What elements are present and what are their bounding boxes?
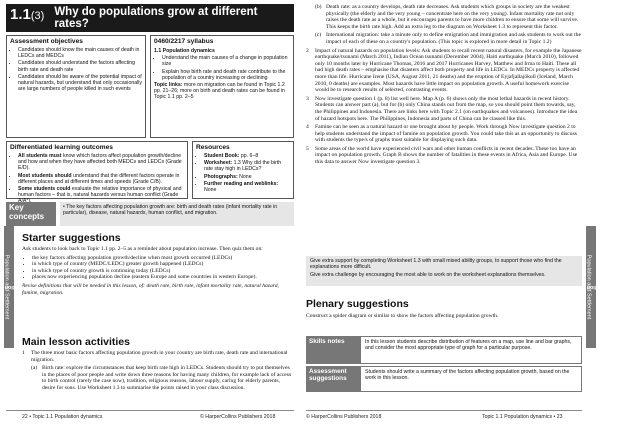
plenary-text: Construct a spider diagram or similar to show the factors affecting population growth. xyxy=(306,313,499,319)
plenary-heading: Plenary suggestions xyxy=(306,298,409,310)
step-item: 4 Famine can be seen as a natural hazard or one brought about by people. Work through Now investigate question 2 to help students understand the impact of famine on population growth. You could take this as an opportunity to discuss with students the type/s of graphs most suitable for displaying such data. xyxy=(306,124,577,144)
syllabus-item: • Understand the main causes of a change in population size xyxy=(162,55,290,67)
footer-left: 22 • Topic 1.1 Population dynamics xyxy=(22,414,103,420)
step-item: 2 Impact of natural hazards on population levels: Ask students to recall recent natural disasters, for example the Japanese earthquake/tsunami (March 2011), Indian Ocean tsunami (December 2004), Haiti earthquake (March 2010), followed only 10 months later by Hurricane Thomas, 2016 and 2017 Hurricanes Harvey, Matthew and Irma to Haiti. These all had high death rates – emphasise that disasters affect both property and life in LEDCs. In MEDCs property is affected more than life. Hurricane Irene (USA, August 2011, 21 deaths) and the eruption of Eyjafjallajökull (Iceland, March 2010, 0 deaths) are examples. Most hazards have little impact on population growth. A useful homework exercise would be to research results of selected, contrasting events. xyxy=(306,47,582,94)
support-challenge-box xyxy=(306,256,582,286)
assessment-suggestions-label: Assessment suggestions xyxy=(306,366,360,392)
starter-heading: Starter suggestions xyxy=(22,232,121,244)
skills-notes-label: Skills notes xyxy=(306,336,360,364)
assessment-suggestions-text: Students should write a summary of the factors affecting population growth, based on the work in this lesson. xyxy=(360,366,582,392)
section-tab: Section 1 Population and Settlement xyxy=(586,226,596,348)
starter-revise: Revise definitions that will be needed in this lesson, of: death rate, birth rate, infant mortality rate, natural hazard, famine, migration. xyxy=(22,282,279,296)
syllabus-subtitle: 1.1 Population dynamics xyxy=(154,48,215,54)
key-concepts-label: Key concepts xyxy=(6,202,56,226)
assessment-objectives-title: Assessment objectives xyxy=(10,38,83,45)
syllabus-title: 0460/2217 syllabus xyxy=(154,38,214,45)
outcome-item: • Most students should understand that the different factors operate in different places and at different times and speeds (Grade C/B). xyxy=(18,173,184,185)
starter-body xyxy=(22,246,294,298)
step-item: 5 Some areas of the world have experienced civil wars and other human conflicts in recent decades. These too have an impact on population growth. Graph B shows the number of fatalities in these events in Africa, Asia and Europe. Use this data to answer Now investigate question 3. xyxy=(306,145,578,166)
main-item-1a: (a) Birth rate: explore the circumstances that keep birth rate high in LEDCs. Students should try to put themselves in the places of poor people and write down three reasons for having many children, for example lack of access to birth control (rarely the case now), tradition, religious reasons, labour supply, caring for elderly parents, desire for sons. Use Worksheet 1.3 to summarise the points raised in your class discussion. xyxy=(31,365,292,391)
footer-right: © HarperCollins Publishers 2018 xyxy=(200,414,276,420)
assessment-objectives-box xyxy=(6,35,146,138)
starter-bullet: • in which type of country (MEDC/LEDC) greater growth happened (LEDCs) xyxy=(32,261,294,268)
extra-support-text: Give extra support by completing Worksheet 1.3 with small mixed ability groups, to support those who find the explanations more difficult. xyxy=(310,258,562,271)
resource-worksheet: • Worksheet: 1.3 Why did the birth rate stay high in LEDCs? xyxy=(204,160,290,172)
section-tab: Section 1 Population and Settlement xyxy=(4,226,14,348)
resource-student-book: • Student Book: pp. 6–8 xyxy=(204,153,290,159)
lesson-header xyxy=(6,4,294,32)
resource-photographs: • Photographs: None xyxy=(204,174,290,180)
resource-further-reading: • Further reading and weblinks: None xyxy=(204,181,290,193)
footer-left: © HarperCollins Publishers 2018 xyxy=(306,414,382,420)
starter-bullet: • places now experiencing population decline (eastern Europe and some countries in western Europe). xyxy=(32,274,294,281)
syllabus-item: • Explain how birth rate and death rate contribute to the population of a country increasing or declining xyxy=(162,69,290,81)
outcome-item: • Some students could evaluate the relative importance of physical and human factors – that is, natural hazards versus human conflict (Grade xyxy=(18,186,184,205)
syllabus-box xyxy=(150,35,294,138)
key-concepts-text: • The key factors affecting population growth are: birth and death rates (infant mortality rate in particular), disease, natural hazards, human conflict, and migration. xyxy=(60,202,294,226)
footer-right: Topic 1.1 Population dynamics • 23 xyxy=(482,414,563,420)
starter-bullet: • the key factors affecting population growth/decline when most growth occurred (LEDCs) xyxy=(32,255,294,262)
objective-item: • Candidates should be aware of the potential impact of natural hazards, but understand that only occasionally are large numbers of people killed in such events xyxy=(18,74,142,93)
lesson-number: 1.1(3) xyxy=(10,6,45,23)
step-item: 3 Now investigate question 1 (p. 8) list well here. Map A (p. 6) shows only the most lethal hazards in recent history. Students can answer part (a), but for (b) only China stands out from the map, so you should point them towards, say, the Philippines and Indonesia. There are links here with Topic 2.1 (on earthquakes and volcanoes). Introduce the idea of hazard hotspots here. The Philippines, Indonesia and parts of China can be classed like this. xyxy=(306,95,578,122)
lesson-title: Why do populations grow at different rates? xyxy=(54,6,258,30)
objective-item: • Candidates should understand the factors affecting birth rate and death rate xyxy=(18,60,142,72)
lesson-steps xyxy=(306,4,582,168)
differentiated-outcomes-title: Differentiated learning outcomes xyxy=(10,144,113,151)
step-item: (b) Death rate: as a country develops, death rate decreases. Ask students which groups in society are the weakest physically (the elderly and the very young – concentrate here on the very young). Infant mortality rate not only raises the death rate as a whole, but it encourages parents to have more children to ensure that some will survive. This keeps the birth rate high. Add an extra leg to the diagram on Worksheet 1.3 to represent this factor. xyxy=(315,4,579,30)
footer-rule xyxy=(6,410,294,411)
main-lesson-body xyxy=(22,350,294,394)
differentiated-outcomes-box xyxy=(6,141,188,199)
outcome-item: • All students must know which factors affect population growth/decline and how and when they have affected both MEDCs and LEDCs (Grade E/D). xyxy=(18,153,184,172)
resources-title: Resources xyxy=(196,144,230,151)
right-page xyxy=(300,0,607,426)
objective-item: • Candidates should know the main causes of death in LEDCs and MEDCs xyxy=(18,47,142,59)
starter-intro: Ask students to look back to Topic 1.1 pp. 2–5 as a reminder about population increase. Then quiz them on: xyxy=(22,246,263,252)
resources-box xyxy=(192,141,294,199)
extra-challenge-text: Give extra challenge by encouraging the most able to work on the worksheet explanations themselves. xyxy=(310,272,546,279)
main-item-1: 1 The three most basic factors affecting population growth in your country are birth rate, death rate and international migration. xyxy=(22,350,288,363)
main-lesson-heading: Main lesson activities xyxy=(22,336,130,348)
footer-rule xyxy=(306,410,582,411)
skills-notes-text: In this lesson students describe distribution of features on a map, use line and bar graphs, and consider the most appropriate type of graph for a particular purpose. xyxy=(360,336,582,364)
step-item: (c) International migration: take a minute only to define emigration and immigration and ask students to work out the impact of each of these on a country's population. (This topic is explored in more detail in Topic 1.2) xyxy=(315,32,581,45)
starter-bullet: • in which type of country growth is continuing today (LEDCs) xyxy=(32,268,294,275)
topic-links: Topic links: more on migration can be found in Topic 1.2 pp. 21–26; more on birth and death rates can be found in Topic 1.1 pp. 2–5 xyxy=(154,82,285,101)
left-page xyxy=(0,0,300,426)
